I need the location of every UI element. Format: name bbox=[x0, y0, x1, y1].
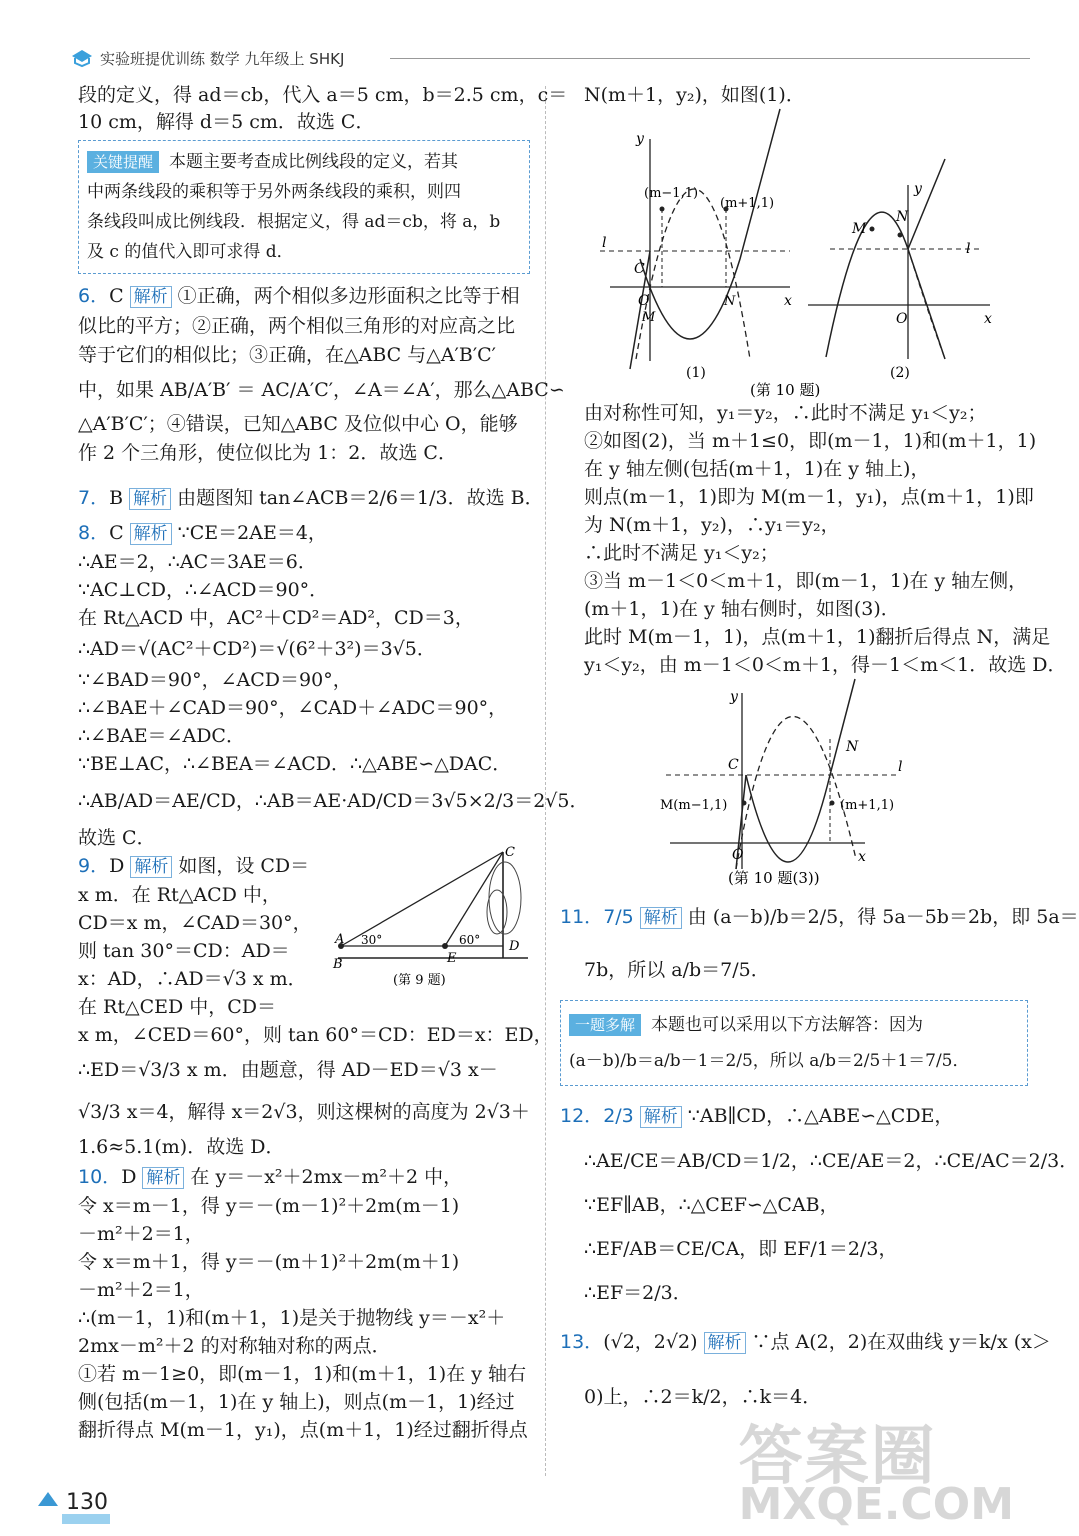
analysis-tag: 解析 bbox=[129, 488, 171, 510]
figure-caption: (1) bbox=[686, 365, 706, 381]
question-number: 6． bbox=[78, 285, 110, 307]
label-N: N bbox=[724, 294, 736, 309]
text-line: ∵AB∥CD，∴△ABE∽△CDE， bbox=[687, 1105, 954, 1127]
text-line: x m．在 Rt△ACD 中， bbox=[78, 884, 281, 906]
text-line: 在 y 轴左侧(包括(m＋1，1)在 y 轴上)， bbox=[584, 458, 930, 480]
watermark bbox=[739, 1405, 1014, 1530]
point-m-1-1 bbox=[660, 207, 665, 212]
tip-line: 本题也可以采用以下方法解答：因为 bbox=[651, 1015, 924, 1035]
analysis-tag: 解析 bbox=[640, 1106, 682, 1128]
text-line: 等于它们的相似比；③正确，在△ABC 与△A′B′C′ bbox=[78, 344, 497, 366]
analysis-tag: 解析 bbox=[130, 856, 172, 878]
text-line: 翻折得点 M(m－1，y₁)，点(m＋1，1)经过翻折得点 bbox=[78, 1419, 528, 1441]
text-line: √3/3 x＝4，解得 x＝2√3，则这棵树的高度为 2√3＋ bbox=[78, 1101, 530, 1123]
text-line: 由对称性可知，y₁＝y₂，∴此时不满足 y₁＜y₂； bbox=[584, 402, 987, 424]
watermark-line2: MXQE.COM bbox=[738, 1479, 1014, 1530]
label-N: N bbox=[846, 739, 859, 755]
text-line: 段的定义，得 ad＝cb，代入 a＝5 cm，b＝2.5 cm，c＝ bbox=[78, 84, 568, 106]
text-line: 则点(m－1，1)即为 M(m－1，y₁)，点(m＋1，1)即 bbox=[584, 486, 1034, 508]
answer: 2/3 bbox=[603, 1105, 634, 1127]
text-line: 2mx－m²＋2 的对称轴对称的两点． bbox=[78, 1335, 391, 1357]
tip-line: (a－b)/b＝a/b－1＝2/5，所以 a/b＝2/5＋1＝7/5． bbox=[569, 1051, 970, 1071]
answer: B bbox=[109, 487, 124, 509]
text-line: 7b，所以 a/b＝7/5． bbox=[584, 959, 770, 981]
text-line: 在 Rt△CED 中，CD＝ bbox=[78, 996, 277, 1018]
label-60deg: 60° bbox=[459, 933, 481, 947]
text-line: 0)上，∴2＝k/2，∴k＝4． bbox=[584, 1386, 822, 1408]
label-M: M bbox=[852, 221, 867, 237]
text-line: y₁＜y₂，由 m－1＜0＜m＋1，得－1＜m＜1．故选 D． bbox=[584, 654, 1067, 676]
analysis-tag: 解析 bbox=[640, 907, 682, 929]
question-9 bbox=[78, 845, 553, 1161]
label-point-right: (m+1,1) bbox=[720, 196, 775, 211]
answer: D bbox=[121, 1166, 137, 1188]
dashed-parabola bbox=[636, 189, 750, 359]
text-line: CD＝x m，∠CAD＝30°， bbox=[78, 912, 312, 934]
tip-line: 及 c 的值代入即可求得 d． bbox=[87, 242, 294, 262]
label-C: C bbox=[634, 261, 645, 277]
text-line: ②如图(2)，当 m＋1≤0，即(m－1，1)和(m＋1，1) bbox=[584, 430, 1037, 452]
label-y: y bbox=[914, 181, 922, 197]
point-M bbox=[742, 801, 747, 806]
left-column bbox=[78, 82, 589, 1444]
question-10 bbox=[78, 1163, 530, 1444]
figure-caption: (第 9 题) bbox=[393, 973, 446, 988]
label-O: O bbox=[732, 847, 744, 863]
text-line: ∴∠BAE＋∠CAD＝90°，∠CAD＋∠ADC＝90°， bbox=[78, 697, 508, 719]
analysis-tag: 解析 bbox=[130, 523, 172, 545]
label-y: y bbox=[636, 131, 644, 147]
q10-continued bbox=[560, 399, 1067, 679]
dashed-parabola bbox=[736, 716, 856, 869]
book-logo-icon bbox=[70, 44, 94, 68]
label-x: x bbox=[984, 311, 992, 327]
text-line: 为 N(m＋1，y₂)，∴y₁＝y₂， bbox=[584, 514, 840, 536]
label-M: M bbox=[642, 310, 656, 325]
tip-box bbox=[78, 140, 530, 274]
label-point-left: (m−1,1) bbox=[644, 186, 699, 201]
answer: D bbox=[109, 855, 125, 877]
label-B: B bbox=[333, 957, 343, 972]
page-header bbox=[70, 40, 1030, 80]
figure-10-graphs-1-2 bbox=[600, 109, 1040, 399]
point-M bbox=[870, 227, 875, 232]
text-line: 由题图知 tan∠ACB＝2/6＝1/3．故选 B． bbox=[177, 487, 544, 509]
header-title: 实验班提优训练 数学 九年级上 SHKJ bbox=[100, 50, 345, 68]
text-line: ∵点 A(2，2)在双曲线 y＝k/x (x＞ bbox=[751, 1331, 1051, 1353]
question-number: 9． bbox=[78, 855, 110, 877]
label-30deg: 30° bbox=[361, 933, 383, 947]
text-line: ∴AE＝2，∴AC＝3AE＝6． bbox=[78, 551, 317, 573]
folded-branch bbox=[908, 159, 945, 249]
tip-line: 本题主要考查成比例线段的定义，若其 bbox=[169, 152, 459, 172]
analysis-tag: 解析 bbox=[704, 1332, 746, 1354]
text-line: ∴此时不满足 y₁＜y₂； bbox=[584, 542, 779, 564]
label-E: E bbox=[447, 951, 457, 966]
text-line: ∵EF∥AB，∴△CEF∽△CAB， bbox=[584, 1194, 839, 1216]
label-O: O bbox=[896, 311, 908, 327]
tip-line: 中两条线段的乘积等于另外两条线段的乘积，则四 bbox=[87, 182, 461, 202]
question-7 bbox=[78, 478, 544, 519]
label-O: O bbox=[638, 293, 650, 309]
watermark-line1: 答案圈 bbox=[738, 1420, 937, 1494]
figure-10-graph-3 bbox=[660, 679, 920, 889]
tip-box-multi-solution bbox=[560, 1000, 1028, 1086]
question-number: 11． bbox=[560, 906, 604, 928]
answer: 7/5 bbox=[603, 906, 634, 928]
label-x: x bbox=[858, 849, 866, 865]
question-11 bbox=[560, 891, 1079, 996]
text-line: ∵AC⊥CD，∴∠ACD＝90°． bbox=[78, 579, 329, 601]
text-line: ∴EF/AB＝CE/CA，即 EF/1＝2/3， bbox=[584, 1238, 898, 1260]
folded-graph bbox=[640, 109, 780, 339]
text-line: ①正确，两个相似多边形面积之比等于相 bbox=[177, 285, 520, 307]
label-y: y bbox=[730, 689, 738, 705]
text-line: －m²＋2＝1， bbox=[78, 1279, 204, 1301]
line-AC bbox=[341, 852, 503, 946]
text-line: (m＋1，1)在 y 轴右侧时，如图(3)． bbox=[584, 598, 900, 620]
label-x: x bbox=[784, 293, 792, 309]
text-line: ∴(m－1，1)和(m＋1，1)是关于抛物线 y＝－x²＋ bbox=[78, 1307, 506, 1329]
text-line: 侧(包括(m－1，1)在 y 轴上)，则点(m－1，1)经过 bbox=[78, 1391, 515, 1413]
text-line: 10 cm，解得 d＝5 cm．故选 C． bbox=[78, 111, 375, 133]
text-line: 1.6≈5.1(m)．故选 D． bbox=[78, 1136, 285, 1158]
text-line: 则 tan 30°＝CD：AD＝ bbox=[78, 940, 290, 962]
text-line: －m²＋2＝1， bbox=[78, 1223, 204, 1245]
figure-caption: (第 10 题(3)) bbox=[728, 869, 820, 887]
label-l: l bbox=[602, 235, 607, 251]
point-N bbox=[898, 233, 903, 238]
text-line: ③当 m－1＜0＜m＋1，即(m－1，1)在 y 轴左侧， bbox=[584, 570, 1028, 592]
text-line: △A′B′C′；④错误，已知△ABC 及位似中心 O，能够 bbox=[78, 413, 518, 435]
question-number: 7． bbox=[78, 487, 110, 509]
text-line: 在 y＝－x²＋2mx－m²＋2 中， bbox=[190, 1166, 463, 1188]
question-number: 8． bbox=[78, 522, 110, 544]
answer: (√2，2√2) bbox=[603, 1331, 698, 1353]
text-line: ∴ED＝√3/3 x m．由题意，得 AD－ED＝√3 x－ bbox=[78, 1059, 498, 1081]
text-line: 如图，设 CD＝ bbox=[178, 855, 310, 877]
text-line: ∴AD＝√(AC²＋CD²)＝√(6²＋3²)＝3√5． bbox=[78, 638, 436, 660]
text-line: ①若 m－1≥0，即(m－1，1)和(m＋1，1)在 y 轴右 bbox=[78, 1363, 527, 1385]
answer: C bbox=[109, 522, 124, 544]
text-line: 由 (a－b)/b＝2/5，得 5a－5b＝2b，即 5a＝ bbox=[687, 906, 1079, 928]
text-line: 作 2 个三角形，使位似比为 1：2．故选 C． bbox=[78, 442, 457, 464]
text-line: 似比的平方；②正确，两个相似三角形的对应高之比 bbox=[78, 315, 516, 337]
label-D: D bbox=[509, 939, 520, 954]
answer: C bbox=[109, 285, 124, 307]
tree-diagram bbox=[333, 846, 533, 986]
question-number: 12． bbox=[560, 1105, 604, 1127]
figure-caption: (2) bbox=[890, 365, 910, 381]
text-line: x m，∠CED＝60°，则 tan 60°＝CD：ED＝x：ED， bbox=[78, 1024, 553, 1046]
text-line: ∵∠BAD＝90°，∠ACD＝90°， bbox=[78, 669, 352, 691]
label-C: C bbox=[728, 757, 739, 773]
text-line: 故选 C． bbox=[78, 827, 156, 849]
line-EC bbox=[445, 852, 503, 946]
text-line: 此时 M(m－1，1)，点(m＋1，1)翻折后得点 N，满足 bbox=[584, 626, 1051, 648]
text-line: ∴EF＝2/3． bbox=[584, 1282, 692, 1304]
tip-label: 关键提醒 bbox=[87, 151, 159, 173]
page-number-text: 130 bbox=[66, 1490, 108, 1515]
text-line: ∴∠BAE＝∠ADC． bbox=[78, 725, 245, 747]
person-E bbox=[442, 943, 448, 949]
label-M: M(m−1,1) bbox=[660, 798, 728, 813]
question-number: 10． bbox=[78, 1166, 122, 1188]
figure-caption: (第 10 题) bbox=[750, 381, 821, 399]
text-line: 在 Rt△ACD 中，AC²＋CD²＝AD²，CD＝3， bbox=[78, 607, 474, 629]
point-m+1-1 bbox=[830, 801, 835, 806]
label-l: l bbox=[966, 241, 971, 257]
label-C: C bbox=[505, 845, 515, 860]
right-column bbox=[560, 82, 1079, 1424]
question-number: 13． bbox=[560, 1331, 604, 1353]
question-8 bbox=[78, 519, 589, 852]
analysis-tag: 解析 bbox=[130, 286, 172, 308]
text-line: 中，如果 AB/A′B′ ＝ AC/A′C′，∠A＝∠A′，那么△ABC∽ bbox=[78, 379, 565, 401]
text-line: N(m＋1，y₂)，如图(1)． bbox=[584, 84, 805, 106]
label-point-right: (m+1,1) bbox=[840, 798, 895, 813]
arrow-up-icon bbox=[38, 1492, 58, 1506]
text-line: ∵BE⊥AC，∴∠BEA＝∠ACD．∴△ABE∽△DAC． bbox=[78, 753, 512, 775]
tip-line: 条线段叫成比例线段．根据定义，得 ad＝cb，将 a，b bbox=[87, 212, 501, 232]
folded-graph bbox=[746, 679, 855, 862]
question-12 bbox=[560, 1094, 1079, 1315]
column-divider bbox=[545, 86, 546, 1476]
text-line: x：AD，∴AD＝√3 x m． bbox=[78, 968, 307, 990]
text-line: ∴AE/CE＝AB/CD＝1/2，∴CE/AE＝2，∴CE/AC＝2/3． bbox=[584, 1150, 1079, 1172]
question-6 bbox=[78, 282, 565, 468]
analysis-tag: 解析 bbox=[142, 1167, 184, 1189]
label-l: l bbox=[898, 759, 903, 775]
text-line: 令 x＝m＋1，得 y＝－(m＋1)²＋2m(m＋1) bbox=[78, 1251, 460, 1273]
text-line: ∴AB/AD＝AE/CD，∴AB＝AE·AD/CD＝3√5×2/3＝2√5． bbox=[78, 790, 589, 812]
tip-label: 一题多解 bbox=[569, 1014, 641, 1036]
text-line: ∵CE＝2AE＝4， bbox=[177, 522, 327, 544]
label-A: A bbox=[335, 932, 345, 947]
label-N: N bbox=[896, 209, 909, 225]
page-number-bar bbox=[62, 1514, 110, 1524]
header-rule bbox=[390, 58, 1030, 59]
parabola-2 bbox=[826, 212, 945, 359]
text-line: 令 x＝m－1，得 y＝－(m－1)²＋2m(m－1) bbox=[78, 1195, 460, 1217]
